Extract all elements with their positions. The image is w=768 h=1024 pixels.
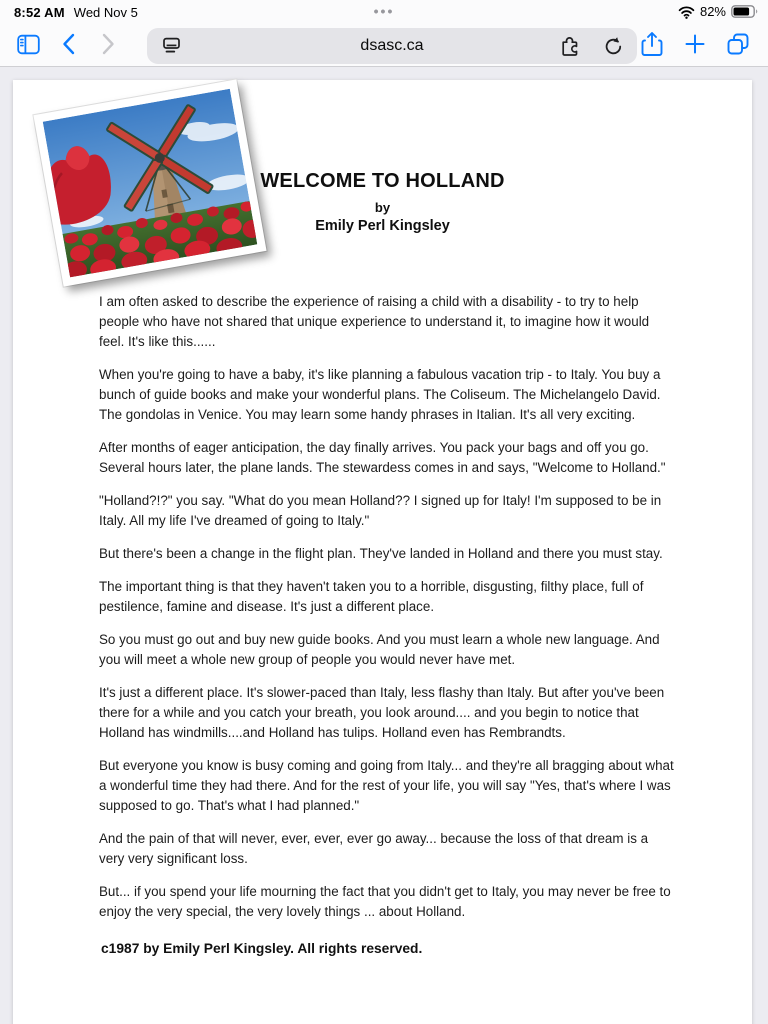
url-text[interactable]: dsasc.ca (360, 37, 424, 54)
wifi-icon (678, 5, 695, 19)
paragraph: But everyone you know is busy coming and going from Italy... and they're all bragging about what a wonderful time they had there. And for the rest of your life, you will say "Yes, that's where I was supposed to go. That's what I had planned." (99, 758, 674, 813)
article-body (13, 292, 752, 922)
document-sheet (13, 80, 752, 1024)
extensions-puzzle-icon[interactable] (554, 30, 586, 62)
article-header (13, 80, 752, 292)
battery-percent: 82% (699, 4, 726, 19)
paragraph: But there's been a change in the flight plan. They've landed in Holland and there you must stay. (99, 546, 663, 561)
status-indicators (678, 4, 758, 19)
back-button[interactable] (52, 27, 84, 61)
browser-chrome (0, 0, 768, 67)
address-bar[interactable] (147, 28, 637, 64)
clock: 8:52 AM (14, 5, 65, 20)
paragraph: After months of eager anticipation, the day finally arrives. You pack your bags and off you go. Several hours later, the plane lands. The stewardess comes in and says, "Welcome to Holland." (99, 440, 666, 475)
multitasking-dots-handle[interactable]: ••• (373, 3, 395, 19)
share-icon[interactable] (636, 27, 668, 61)
sidebar-toggle-button[interactable] (12, 27, 44, 61)
paragraph: "Holland?!?" you say. "What do you mean Holland?? I signed up for Italy! I'm supposed to be in Italy. All my life I've dreamed of going to Italy." (99, 493, 662, 528)
author-name: Emily Perl Kingsley (315, 218, 450, 234)
new-tab-plus-icon[interactable] (679, 27, 711, 61)
byline: by (374, 200, 391, 215)
paragraph: The important thing is that they haven't taken you to a horrible, disgusting, filthy place, full of pestilence, famine and disease. It's just a different place. (99, 579, 644, 614)
page-title: WELCOME TO HOLLAND (260, 170, 505, 192)
paragraph: So you must go out and buy new guide books. And you must learn a whole new language. And you will meet a whole new group of people you would never have met. (99, 632, 660, 667)
battery-icon (731, 5, 758, 18)
paragraph: But... if you spend your life mourning the fact that you didn't get to Italy, you may never be free to enjoy the very special, the very lovely things ... about Holland. (99, 884, 671, 919)
safari-toolbar (0, 24, 768, 66)
copyright-line: c1987 by Emily Perl Kingsley. All rights reserved. (101, 941, 423, 956)
paragraph: And the pain of that will never, ever, ever, ever go away... because the loss of that dream is a very very significant loss. (99, 831, 649, 866)
date: Wed Nov 5 (73, 5, 138, 20)
web-content-scroll[interactable] (0, 68, 768, 1024)
forward-button[interactable] (92, 27, 124, 61)
paragraph: I am often asked to describe the experience of raising a child with a disability - to try to help people who have not shared that unique experience to understand it, to imagine how it would feel. It's like this...... (99, 294, 650, 349)
article-title-block (13, 170, 752, 234)
paragraph: When you're going to have a baby, it's like planning a fabulous vacation trip - to Italy. You buy a bunch of guide books and make your wonderful plans. The Coliseum. The Michelangelo David. The gondolas in Venice. You may learn some handy phrases in Italian. It's all very exciting. (99, 367, 661, 422)
reload-icon[interactable] (597, 30, 629, 62)
status-bar (0, 0, 768, 24)
tabs-overview-icon[interactable] (722, 27, 754, 61)
paragraph: It's just a different place. It's slower-paced than Italy, less flashy than Italy. But after you've been there for a while and you catch your breath, you look around.... and you begin to notice that Holland has windmills....and Holland has tulips. Holland even has Rembrandts. (99, 685, 665, 740)
